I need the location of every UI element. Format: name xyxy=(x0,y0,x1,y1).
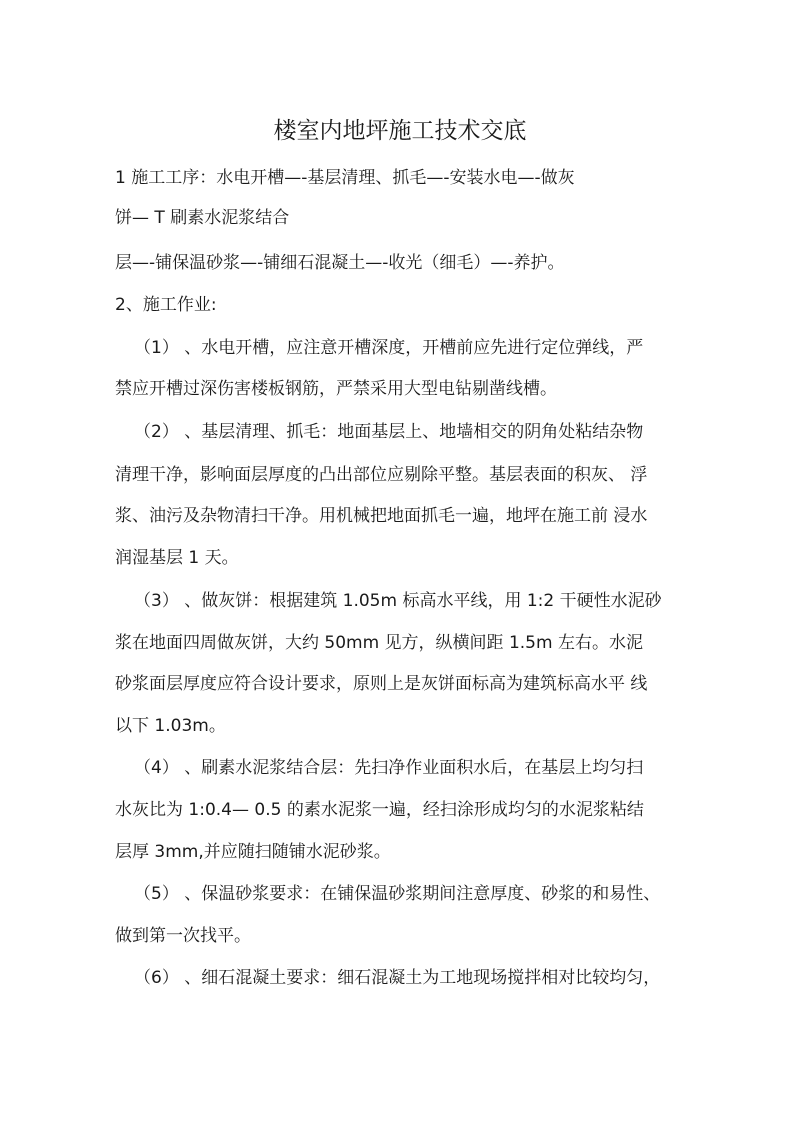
text-line: 水灰比为 1:0.4— 0.5 的素水泥浆一遍，经扫涂形成均匀的水泥浆粘结 xyxy=(115,800,644,820)
text-line: （5） 、保温砂浆要求：在铺保温砂浆期间注意厚度、砂浆的和易性、 xyxy=(134,884,661,904)
text-line: 做到第一次找平。 xyxy=(115,926,251,946)
text-line: 层—-铺保温砂浆—-铺细石混凝土—-收光（细毛）—-养护。 xyxy=(115,253,565,273)
text-line: 禁应开槽过深伤害楼板钢筋，严禁采用大型电钻剔凿线槽。 xyxy=(115,379,557,399)
text-line: 砂浆面层厚度应符合设计要求，原则上是灰饼面标高为建筑标高水平 线 xyxy=(115,674,648,694)
text-line: （3） 、做灰饼：根据建筑 1.05m 标高水平线，用 1:2 干硬性水泥砂 xyxy=(134,591,662,611)
document-title: 楼室内地坪施工技术交底 xyxy=(273,118,527,144)
text-line: （6） 、细石混凝土要求：细石混凝土为工地现场搅拌相对比较均匀， xyxy=(134,968,661,988)
text-line: （1） 、水电开槽，应注意开槽深度，开槽前应先进行定位弹线，严 xyxy=(134,338,644,358)
text-line: 润湿基层 1 天。 xyxy=(115,548,239,568)
text-line: （4） 、刷素水泥浆结合层：先扫净作业面积水后，在基层上均匀扫 xyxy=(134,758,644,778)
section-heading: 2、施工作业: xyxy=(115,295,217,315)
text-line: 以下 1.03m。 xyxy=(115,716,226,736)
text-line: 清理干净，影响面层厚度的凸出部位应剔除平整。基层表面的积灰、 浮 xyxy=(115,465,648,485)
text-line: 1 施工工序：水电开槽—-基层清理、抓毛—-安装水电—-做灰 xyxy=(115,168,575,188)
text-line: 层厚 3mm,并应随扫随铺水泥砂浆。 xyxy=(115,842,391,862)
text-line: 饼— T 刷素水泥浆结合 xyxy=(115,208,290,228)
text-line: （2） 、基层清理、抓毛：地面基层上、地墙相交的阴角处粘结杂物 xyxy=(134,422,644,442)
text-line: 浆、油污及杂物清扫干净。用机械把地面抓毛一遍，地坪在施工前 浸水 xyxy=(115,506,648,526)
text-line: 浆在地面四周做灰饼，大约 50mm 见方，纵横间距 1.5m 左右。水泥 xyxy=(115,633,643,653)
